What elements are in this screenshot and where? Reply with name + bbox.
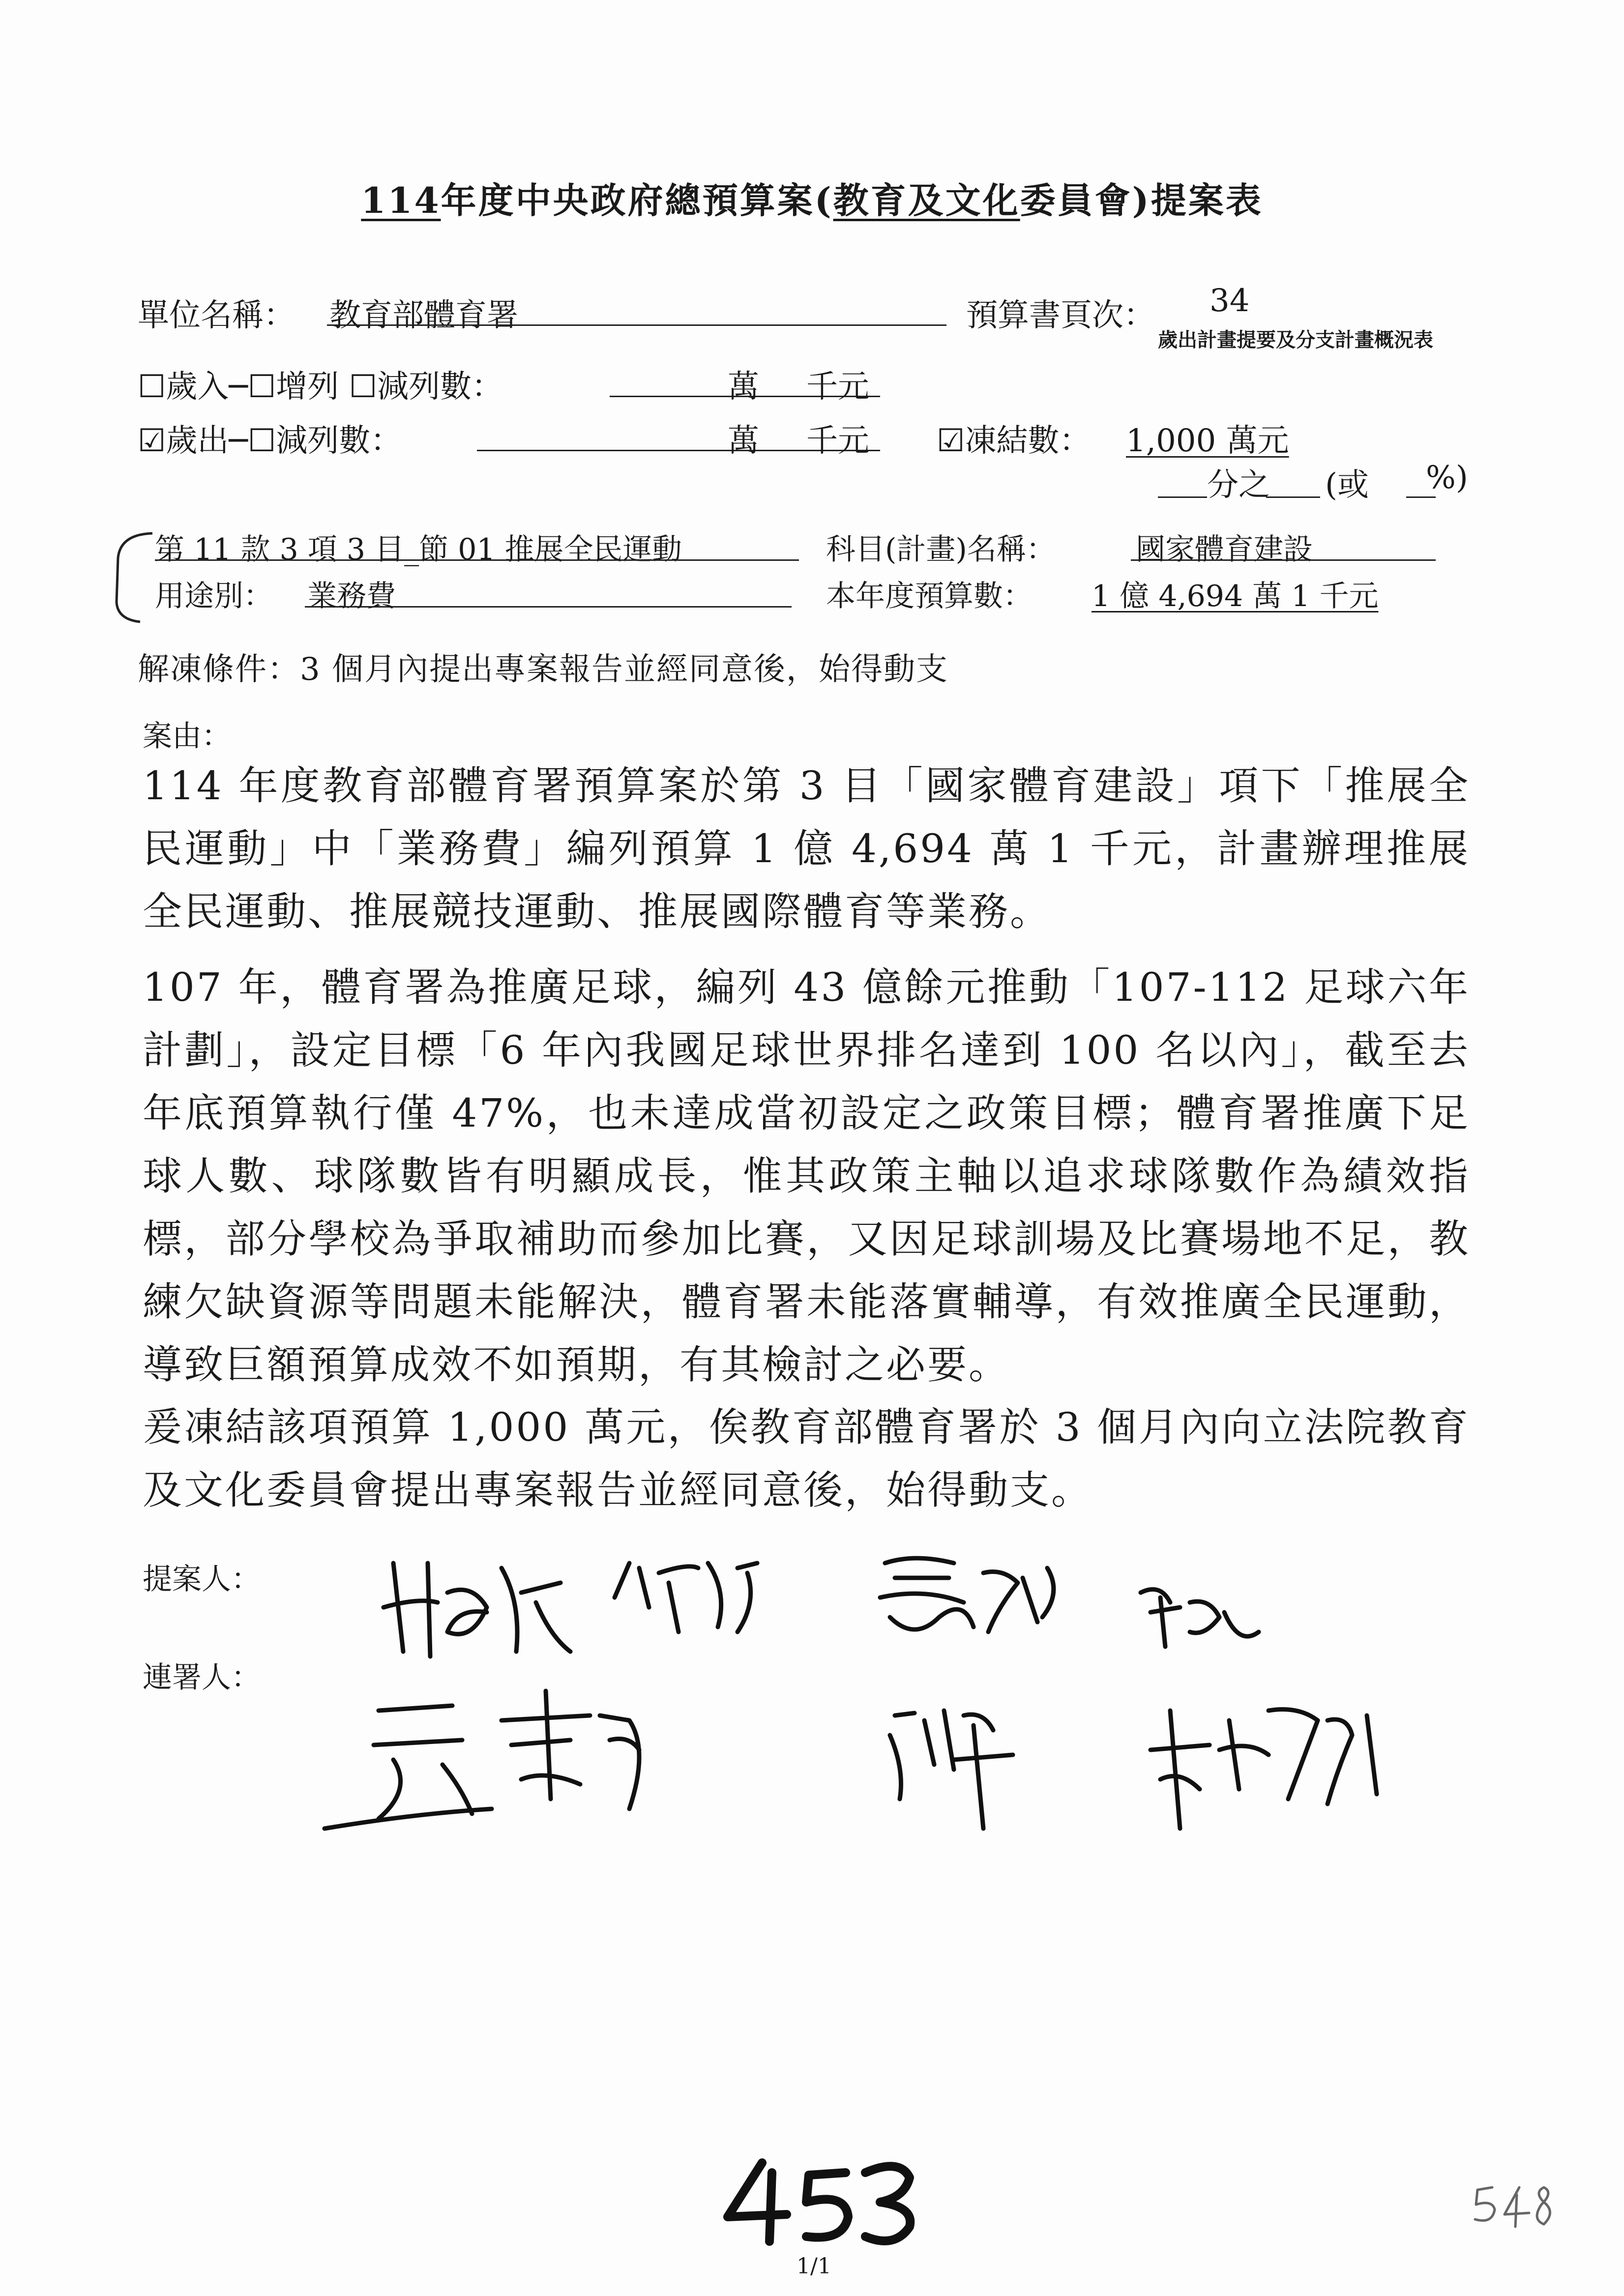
title-end: 委員會)提案表: [1020, 179, 1263, 221]
cosigner-label: 連署人：: [143, 1660, 261, 1695]
document-title: [0, 172, 1624, 223]
page-value: 34: [1210, 283, 1250, 319]
cosigner-signatures: [315, 1671, 1519, 1878]
subject-value: 國家體育建設: [1136, 532, 1313, 567]
page-note: 歲出計畫提要及分支計畫概況表: [1158, 328, 1433, 351]
proposer-signature-3: [880, 1558, 1054, 1632]
ratio-pct: %): [1426, 460, 1468, 496]
subject-label: 科目(計畫)名稱：: [826, 532, 1056, 567]
ratio-or: (或: [1325, 467, 1369, 503]
reason-paragraph-2: 107 年，體育署為推廣足球，編列 43 億餘元推動「107-112 足球六年計劃」，設定目標「6 年內我國足球世界排名達到 100 名以內」，截至去年底預算執行僅 47%，也未達成當初設定之政策目標；體育署推廣下足球人數、球隊數皆有明顯成長，惟其政策主軸以追求球隊數作為績效指標，部分學校為爭取補助而參加比賽，又因足球訓場及比賽場地不足，教練欠缺資源等問題未能解決，體育署未能落實輔導，有效推廣全民運動，導致巨額預算成效不如預期，有其檢討之必要。: [143, 964, 1470, 1388]
proposer-signature-2: [615, 1563, 757, 1632]
revenue-row-label: ☐歲入─☐增列 ☐減列數：: [138, 369, 503, 405]
cosigner-signature-3: [1151, 1710, 1377, 1829]
item-line: 第 11 款 3 項 3 目_節 01 推展全民運動: [155, 532, 682, 567]
ratio-blank-2: [1266, 496, 1320, 498]
revenue-wan: 萬: [728, 369, 759, 405]
freeze-label: ☑凍結數：: [937, 423, 1091, 459]
revenue-qian: 千元: [806, 369, 869, 405]
title-committee: 教育及文化: [833, 179, 1020, 221]
section-bracket: [106, 528, 160, 627]
proposer-label: 提案人：: [143, 1562, 261, 1597]
unit-value: 教育部體育署: [329, 297, 518, 334]
unit-underline: [327, 324, 946, 326]
budget-value: 1 億 4,694 萬 1 千元: [1092, 579, 1379, 613]
title-year: 114: [361, 179, 441, 221]
unit-label: 單位名稱：: [138, 297, 295, 334]
subject-underline: [1131, 559, 1436, 561]
proposer-signature-1: [384, 1563, 570, 1657]
title-mid: 年度中央政府總預算案(: [441, 179, 833, 221]
page-label: 預算書頁次：: [966, 297, 1155, 334]
freeze-value: 1,000 萬元: [1126, 423, 1289, 459]
cosigner-signature-2: [890, 1711, 1013, 1829]
reason-paragraph-1: 114 年度教育部體育署預算案於第 3 目「國家體育建設」項下「推展全民運動」中「業務費」編列預算 1 億 4,694 萬 1 千元，計畫辦理推展全民運動、推展競技運動、推展國際體育等業務。: [143, 763, 1470, 934]
expenditure-qian: 千元: [806, 423, 869, 459]
ratio-text: 分之: [1207, 467, 1270, 503]
proposer-signatures: [374, 1534, 1357, 1681]
usage-value: 業務費: [307, 579, 396, 613]
reason-paragraph-3: 爰凍結該項預算 1,000 萬元，俟教育部體育署於 3 個月內向立法院教育及文化委員會提出專案報告並經同意後，始得動支。: [143, 1404, 1470, 1513]
expenditure-row-label: ☑歲出─☐減列數：: [138, 423, 402, 459]
ratio-blank-3: [1406, 496, 1436, 498]
handwritten-number: [718, 2153, 924, 2251]
reason-label: 案由：: [143, 719, 231, 754]
proposer-signature-4: [1141, 1589, 1259, 1647]
footer-page: 1/1: [797, 2254, 831, 2279]
cosigner-signature-1: [325, 1691, 639, 1829]
corner-number: [1470, 2178, 1559, 2232]
item-underline: [155, 559, 799, 561]
unfreeze-condition: 解凍條件：3 個月內提出專案報告並經同意後，始得動支: [138, 651, 949, 688]
expenditure-wan: 萬: [728, 423, 759, 459]
budget-label: 本年度預算數：: [826, 579, 1033, 613]
ratio-blank-1: [1158, 496, 1207, 498]
usage-label: 用途別：: [155, 579, 273, 613]
usage-underline: [305, 606, 792, 608]
